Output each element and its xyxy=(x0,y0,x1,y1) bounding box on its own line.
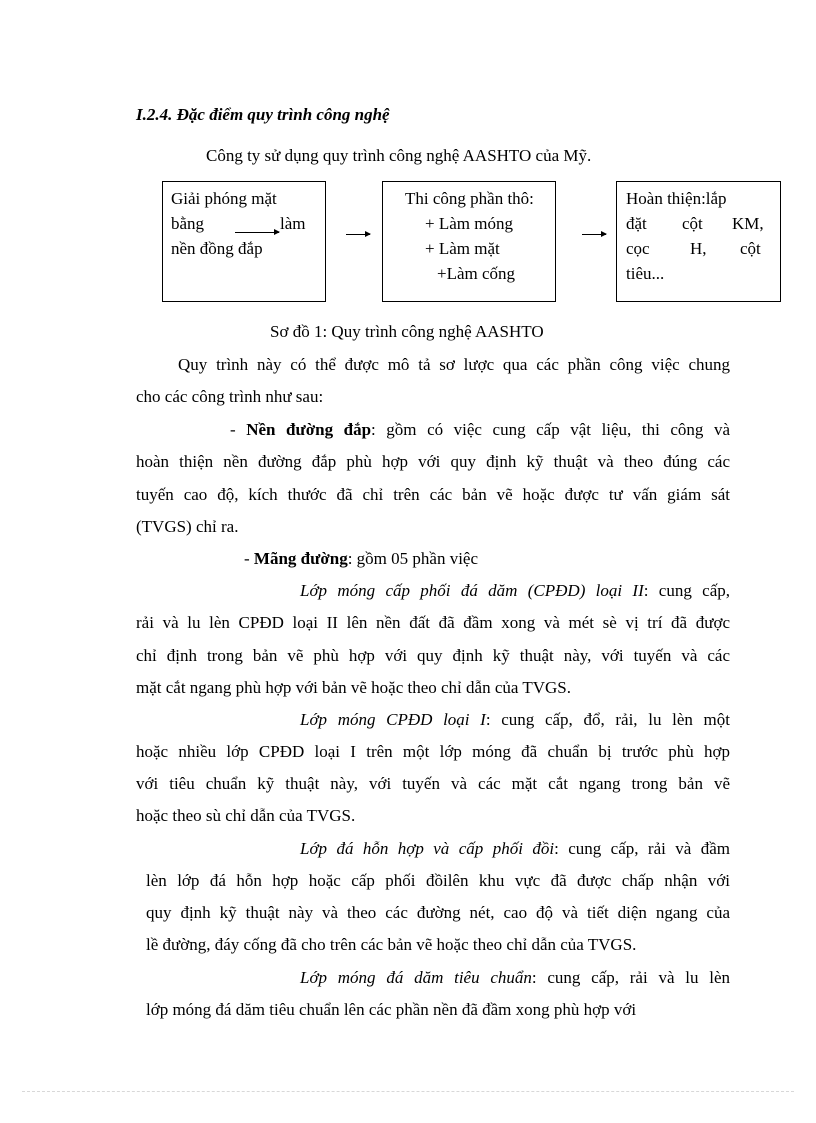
mang-prefix: - xyxy=(244,549,254,568)
box1-word-bang: bằng xyxy=(171,214,205,233)
nen-rest: : gồm có việc cung cấp vật liệu, thi công và xyxy=(371,420,730,439)
nen-title: Nền đường đắp xyxy=(246,420,372,439)
item4-line: lớp móng đá dăm tiêu chuẩn lên các phần nền đã đầm xong phù hợp với xyxy=(146,1000,637,1019)
nen-line: hoàn thiện nền đường đắp phù hợp với quy định kỹ thuật và theo đúng các xyxy=(136,452,730,471)
box3-word: cột xyxy=(740,239,761,258)
item2-line1 xyxy=(300,710,730,730)
box1-line1: Giải phóng mặt xyxy=(171,189,277,208)
item3-line1 xyxy=(300,839,730,859)
para1-line2: cho các công trình như sau: xyxy=(136,387,324,406)
nen-line: tuyến cao độ, kích thước đã chỉ trên các bản vẽ hoặc được tư vấn giám sát xyxy=(136,485,730,504)
item3-rest: : cung cấp, rải và đầm xyxy=(554,839,730,858)
box3-word: cột xyxy=(682,214,703,233)
box2-line3: + Làm mặt xyxy=(425,239,500,258)
item3-title: Lớp đá hỗn hợp và cấp phối đồi xyxy=(300,839,555,858)
item2-title: Lớp móng CPĐD loại I xyxy=(300,710,486,729)
nen-line: (TVGS) chỉ ra. xyxy=(136,517,239,536)
box2-line1: Thi công phần thô: xyxy=(405,189,534,208)
box2-line2: + Làm móng xyxy=(425,214,513,233)
item2-rest: : cung cấp, đổ, rải, lu lèn một xyxy=(485,710,730,729)
page-bottom-rule xyxy=(22,1091,794,1092)
box1-word-lam: làm xyxy=(280,214,306,233)
para1-line1: Quy trình này có thể được mô tả sơ lược qua các phần công việc chung xyxy=(178,355,730,374)
item2-line: với tiêu chuẩn kỹ thuật này, với tuyến và các mặt cắt ngang trong bản vẽ xyxy=(136,774,730,793)
section-heading: I.2.4. Đặc điểm quy trình công nghệ xyxy=(136,105,390,124)
item2-line: hoặc nhiều lớp CPĐD loại I trên một lớp móng đã chuẩn bị trước phù hợp xyxy=(136,742,730,761)
nen-prefix: - xyxy=(230,420,247,439)
arrow-right-icon xyxy=(582,234,606,235)
box2-line4: +Làm cống xyxy=(437,264,516,283)
item3-line: quy định kỹ thuật này và theo các đường nét, cao độ và tiết diện ngang của xyxy=(146,903,730,922)
item3-line: lề đường, đáy cống đã cho trên các bản vẽ hoặc theo chỉ dẫn của TVGS. xyxy=(146,935,637,954)
item4-line1 xyxy=(300,968,730,988)
box3-line1: Hoàn thiện:lắp xyxy=(626,189,727,208)
item3-line: lèn lớp đá hỗn hợp hoặc cấp phối đồilên khu vực đã được chấp nhận với xyxy=(146,871,730,890)
diagram-box-site-clearance xyxy=(162,181,326,302)
box3-word: tiêu... xyxy=(626,264,665,283)
box3-word: cọc xyxy=(626,239,650,258)
item1-line: rải và lu lèn CPĐD loại II lên nền đất đã đầm xong và mét sè vị trí đã được xyxy=(136,613,730,632)
item1-line: chỉ định trong bản vẽ phù hợp với quy định kỹ thuật này, với tuyến và các xyxy=(136,646,730,665)
box1-inner-arrow-icon xyxy=(235,232,279,233)
item4-title: Lớp móng đá dăm tiêu chuẩn xyxy=(300,968,532,987)
item1-rest: : cung cấp, xyxy=(643,581,731,600)
box3-word: KM, xyxy=(732,214,764,233)
item4-rest: : cung cấp, rải và lu lèn xyxy=(531,968,730,987)
box3-word: đặt xyxy=(626,214,647,233)
mang-duong-line xyxy=(244,549,478,569)
box3-word: H, xyxy=(690,239,707,258)
diagram-box-rough-construction xyxy=(382,181,556,302)
item2-line: hoặc theo sù chỉ dẫn của TVGS. xyxy=(136,806,356,825)
diagram-box-finishing xyxy=(616,181,781,302)
mang-rest: : gồm 05 phần việc xyxy=(347,549,479,568)
arrow-right-icon xyxy=(346,234,370,235)
mang-title: Mãng đường xyxy=(253,549,348,568)
item1-line1 xyxy=(300,581,730,601)
nen-duong-dap-line1 xyxy=(230,420,730,440)
box1-line3: nền đồng đắp xyxy=(171,239,263,258)
diagram-caption: Sơ đồ 1: Quy trình công nghệ AASHTO xyxy=(270,322,544,341)
item1-title: Lớp móng cấp phối đá dăm (CPĐD) loại II xyxy=(300,581,644,600)
intro-sentence: Công ty sử dụng quy trình công nghệ AASHTO của Mỹ. xyxy=(206,146,592,165)
item1-line: mặt cắt ngang phù hợp với bản vẽ hoặc theo chỉ dẫn của TVGS. xyxy=(136,678,571,697)
